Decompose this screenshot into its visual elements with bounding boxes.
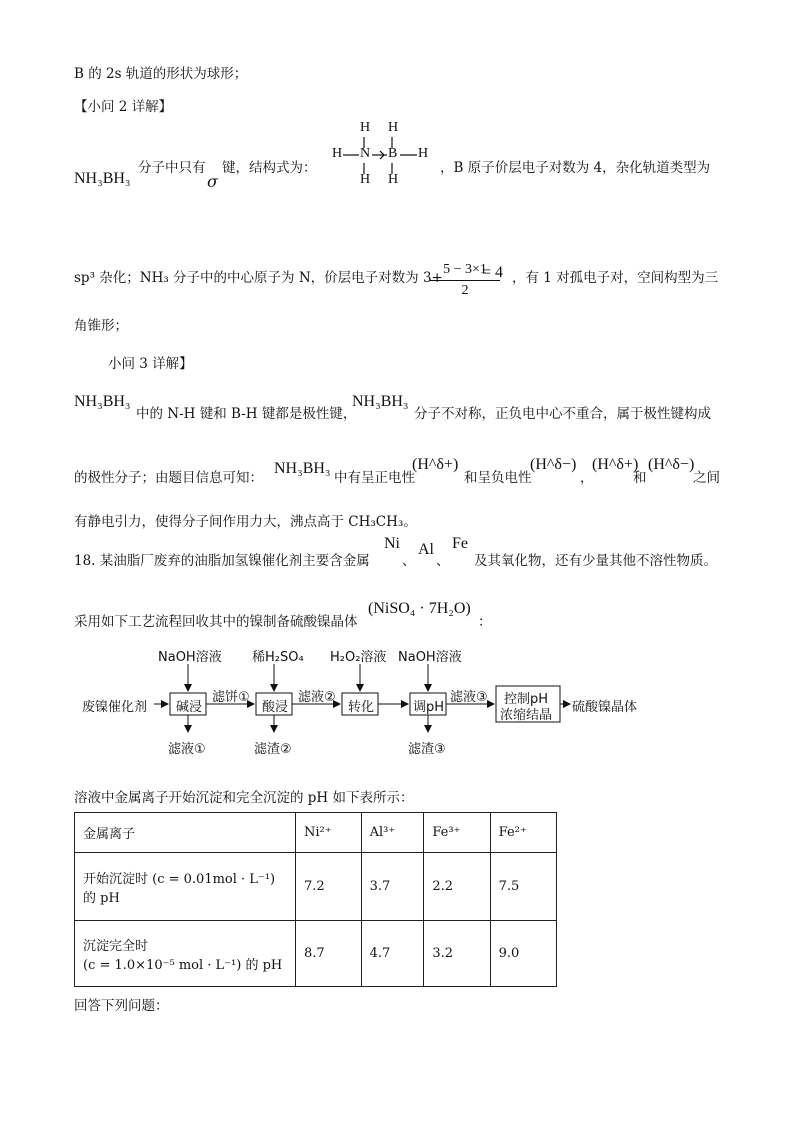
flow-step-ph: 调pH [413,700,445,715]
row-label-line: 开始沉淀时 (c = 0.01mol · L⁻¹) [83,871,276,887]
atom-h: H [360,172,371,187]
flow-final-line1: 控制pH [504,692,549,707]
table-cell: 3.2 [424,921,490,987]
text-line-8c: 和呈负电性 [464,470,532,486]
table-header: Ni²⁺ [296,813,362,853]
table-cell: 8.7 [296,921,362,987]
text-line-3b: 键，结构式为： [222,160,317,176]
process-flow-diagram [80,640,680,760]
flow-reagent: H₂O₂溶液 [330,650,387,665]
flow-link: 滤饼① [212,690,250,705]
atom-h: H [332,146,343,161]
separator: 、 [402,553,416,569]
h-delta-plus: (H^δ+) [592,456,639,473]
metal-al: Al [418,541,434,558]
h-delta-minus: (H^δ−) [648,456,695,473]
flow-step-alkali: 碱浸 [176,700,203,715]
flow-start: 废镍催化剂 [82,700,148,715]
flow-step-acid: 酸浸 [262,700,289,715]
table-cell: 7.2 [296,853,362,921]
table-cell: 2.2 [424,853,490,921]
flow-output: 滤渣② [254,742,292,757]
text-line-8f: 之间 [693,470,720,486]
text-line-8a: 的极性分子；由题目信息可知： [74,470,263,486]
h-delta-plus: (H^δ+) [412,456,459,473]
structural-formula [332,120,432,192]
text-line-10b: 及其氧化物，还有少量其他不溶性物质。 [474,553,717,569]
flow-step-convert: 转化 [348,700,375,715]
nh3bh3-formula: NH₃BH₃ [74,170,131,187]
table-header: Fe³⁺ [424,813,490,853]
subquestion-2-heading: 【小问 2 详解】 [74,99,173,115]
flow-reagent: NaOH溶液 [158,650,222,665]
fraction-numerator: 5 − 3×1 [443,262,487,277]
flow-output: 滤渣③ [408,742,446,757]
subquestion-3-heading: 小问 3 详解】 [108,356,193,372]
text-line-13: 回答下列问题： [74,998,169,1014]
table-cell: 3.7 [361,853,424,921]
nickel-sulfate-formula: (NiSO₄ · 7H₂O) [368,600,471,617]
text-line-8e: 和 [633,470,647,486]
nh3bh3-formula: NH₃BH₃ [274,460,331,477]
text-line-8b: 中有呈正电性 [334,470,415,486]
flow-product: 硫酸镍晶体 [572,700,638,715]
text-line-4a: sp³ 杂化；NH₃ 分子中的中心原子为 N，价层电子对数为 3+ [74,270,443,286]
table-cell: 9.0 [490,921,556,987]
nh3bh3-formula: NH₃BH₃ [74,393,131,410]
table-header: Fe²⁺ [490,813,556,853]
flow-reagent: 稀H₂SO₄ [252,650,304,665]
table-cell: 4.7 [361,921,424,987]
sigma-symbol: σ [207,172,218,191]
text-line-12: 溶液中金属离子开始沉淀和完全沉淀的 pH 如下表所示： [74,790,414,806]
row-label-line: (c = 1.0×10⁻⁵ mol · L⁻¹) 的 pH [83,957,283,973]
text-line-8d: ， [580,470,594,486]
table-cell: 7.5 [490,853,556,921]
text-line-7b: 分子不对称，正负电中心不重合，属于极性键构成 [414,406,711,422]
ion-ph-table [74,812,557,987]
text-line-4b: ，有 1 对孤电子对，空间构型为三 [512,270,719,286]
metal-ni: Ni [384,535,400,552]
text-line-11a: 采用如下工艺流程回收其中的镍制备硫酸镍晶体 [74,614,358,630]
bond-lines [332,120,432,192]
atom-h: H [388,172,399,187]
fraction-denominator: 2 [461,283,469,298]
table-row [75,853,557,921]
text-line-7a: 中的 N-H 键和 B-H 键都是极性键， [136,406,357,422]
text-line-3a: 分子中只有 [138,160,206,176]
flow-link: 滤液② [298,690,336,705]
row-label-line: 的 pH [83,890,120,906]
table-row [75,921,557,987]
atom-n: N [360,146,371,161]
atom-b: B [388,146,398,161]
atom-h: H [388,120,399,135]
fraction-result: = 4 [482,264,504,281]
row-label-line: 沉淀完全时 [83,938,149,954]
text-line-11c: ： [478,614,492,630]
table-header: Al³⁺ [361,813,424,853]
atom-h: H [418,146,429,161]
question-18-text: 18. 某油脂厂废弃的油脂加氢镍催化剂主要含金属 [74,553,370,569]
text-line-5: 角锥形； [74,318,128,334]
text-line-3c: ，B 原子价层电子对数为 4，杂化轨道类型为 [440,160,711,176]
atom-h: H [360,120,371,135]
flow-link: 滤液③ [450,690,488,705]
separator: 、 [436,553,450,569]
table-row-label [75,921,296,987]
text-line-1: B 的 2s 轨道的形状为球形； [74,66,248,82]
table-row-label [75,853,296,921]
text-line-9: 有静电引力，使得分子间作用力大，沸点高于 CH₃CH₃。 [74,514,417,530]
table-header: 金属离子 [75,813,296,853]
flow-output: 滤液① [168,742,206,757]
h-delta-minus: (H^δ−) [530,456,577,473]
nh3bh3-formula: NH₃BH₃ [352,393,409,410]
metal-fe: Fe [452,535,468,552]
table-header-row [75,813,557,853]
flow-final-line2: 浓缩结晶 [500,708,553,723]
flow-reagent: NaOH溶液 [398,650,462,665]
